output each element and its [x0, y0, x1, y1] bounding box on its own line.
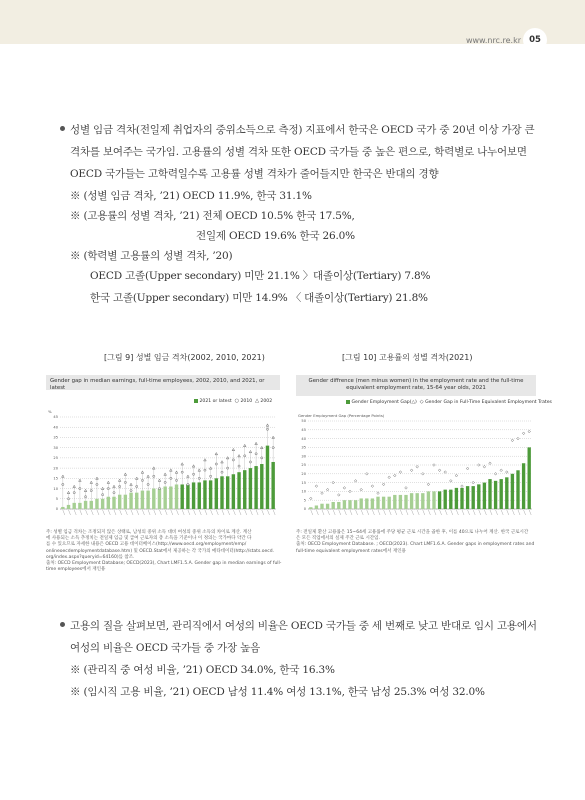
point-marker	[310, 497, 313, 500]
bar	[266, 446, 269, 509]
bar	[388, 497, 391, 509]
figure9-source-2: time employees에서 재인용	[46, 567, 106, 573]
category-tick	[250, 510, 252, 515]
category-tick	[395, 510, 397, 515]
bar	[393, 495, 396, 509]
figure10-header-line-1: Gender diffrence (men minus women) in the employment rate and the full-time	[308, 378, 524, 384]
point-marker	[422, 473, 425, 476]
category-tick	[361, 510, 363, 515]
para2-line-1: 고용의 질을 살펴보면, 관리직에서 여성의 비율은 OECD 국가들 중 세 번째로 낮고 반대로 임시 고용에서	[70, 620, 537, 632]
category-tick	[316, 510, 318, 515]
point-marker	[466, 467, 469, 470]
bullet	[60, 126, 65, 131]
category-tick	[267, 510, 269, 515]
category-tick	[378, 510, 380, 515]
y-tick-label: 45	[53, 415, 58, 420]
point-marker	[321, 492, 324, 495]
bar	[360, 498, 363, 509]
category-tick	[473, 510, 475, 515]
point-marker	[461, 485, 464, 488]
point-marker	[338, 494, 341, 497]
bar	[198, 482, 201, 509]
point-marker	[522, 432, 525, 435]
category-tick	[233, 510, 235, 515]
category-tick	[328, 510, 330, 515]
bar	[315, 505, 318, 509]
category-tick	[524, 510, 526, 515]
category-tick	[468, 510, 470, 515]
bar	[73, 503, 76, 509]
point-marker	[343, 487, 346, 490]
category-tick	[262, 510, 264, 515]
bar	[505, 477, 508, 509]
bar	[528, 447, 531, 509]
figure9-note-2: 에 사용되는 소득 추정치는 전일제 임금 및 급여 근로자의 총 소득을 기준이나 이 정의는 국가마다 약간 다	[46, 536, 252, 542]
category-tick	[479, 510, 481, 515]
category-tick	[148, 510, 150, 515]
figure10-note-1: 주: 전일제 환산 고용률은 15~64세 고용률에 주당 평균 근로 시간을 곱한 후, 이를 40으로 나누어 계산. 한국 근로시간	[296, 530, 529, 535]
category-tick	[445, 510, 447, 515]
point-marker	[405, 487, 408, 490]
para2-line-2: 여성의 비율은 OECD 국가들 중 가장 높음	[70, 642, 260, 654]
bar	[438, 491, 441, 509]
bar	[511, 474, 514, 509]
note-oecd-education: OECD 고졸(Upper secondary) 미만 21.1% 〉대졸이상(Tertiary) 7.8%	[90, 270, 431, 282]
point-marker	[433, 464, 436, 467]
figure9-chart	[46, 375, 280, 527]
bar	[226, 476, 229, 509]
point-marker	[366, 473, 369, 476]
bar	[343, 500, 346, 509]
point-marker	[377, 492, 380, 495]
category-tick	[322, 510, 324, 515]
y-tick-label: 10	[53, 486, 58, 491]
category-tick	[131, 510, 133, 515]
legend-2010: 2010	[240, 399, 253, 404]
category-tick	[273, 510, 275, 515]
y-tick-label: 5	[55, 496, 58, 501]
category-tick	[74, 510, 76, 515]
note-korea-education: 한국 고졸(Upper secondary) 미만 14.9% 〈 대졸이상(Tertiary) 21.8%	[90, 292, 428, 304]
bar	[107, 497, 110, 509]
category-tick	[344, 510, 346, 515]
category-tick	[194, 510, 196, 515]
category-tick	[228, 510, 230, 515]
category-tick	[501, 510, 503, 515]
bar	[522, 463, 525, 509]
bar	[260, 464, 263, 509]
point-marker	[332, 481, 335, 484]
category-tick	[69, 510, 71, 515]
bar	[382, 497, 385, 509]
point-marker	[360, 488, 363, 491]
category-tick	[451, 510, 453, 515]
category-tick	[177, 510, 179, 515]
bar	[135, 493, 138, 509]
point-marker	[506, 471, 509, 474]
point-marker	[450, 480, 453, 483]
bar	[460, 488, 463, 509]
category-tick	[171, 510, 173, 515]
category-tick	[529, 510, 531, 515]
bar	[337, 502, 340, 509]
bar	[494, 481, 497, 509]
figure10-notes	[296, 530, 546, 555]
category-tick	[356, 510, 358, 515]
category-tick	[216, 510, 218, 515]
category-tick	[333, 510, 335, 515]
y-tick-label: 30	[53, 445, 58, 450]
y-tick-label: 20	[301, 472, 306, 476]
category-tick	[400, 510, 402, 515]
y-tick-label: 40	[53, 425, 58, 430]
category-tick	[222, 510, 224, 515]
bar	[215, 478, 218, 509]
category-tick	[245, 510, 247, 515]
bar	[404, 495, 407, 509]
legend-fte-marker: ◇	[419, 399, 424, 405]
category-tick	[188, 510, 190, 515]
category-tick	[512, 510, 514, 515]
site-url[interactable]: www.nrc.re.kr	[465, 36, 521, 45]
y-tick-label: 35	[53, 435, 58, 440]
category-tick	[91, 510, 93, 515]
point-marker	[472, 481, 475, 484]
figure10-source-2: full-time equivalent employment rates에서 재인용	[296, 548, 406, 554]
note-temporary: ※ (임시직 고용 비율, ’21) OECD 남성 11.4% 여성 13.1%, 한국 남성 25.3% 여성 32.0%	[70, 686, 485, 698]
category-tick	[108, 510, 110, 515]
bar	[209, 480, 212, 509]
category-tick	[239, 510, 241, 515]
point-marker	[511, 439, 514, 442]
category-tick	[507, 510, 509, 515]
note-managers: ※ (관리직 중 여성 비율, ’21) OECD 34.0%, 한국 16.3%	[70, 664, 335, 676]
figure10-legend	[346, 399, 552, 405]
y-tick-label: 15	[53, 476, 58, 481]
note-wage-gap: ※ (성별 임금 격차, ’21) OECD 11.9%, 한국 31.1%	[70, 190, 312, 202]
figure9-title: [그림 9] 성별 임금 격차(2002, 2010, 2021)	[104, 353, 265, 362]
y-tick-label: 0	[55, 507, 58, 512]
category-tick	[484, 510, 486, 515]
bar	[432, 491, 435, 509]
y-tick-label: 50	[301, 419, 306, 424]
note-education-gap: ※ (학력별 고용률의 성별 격차, ’20)	[70, 250, 233, 262]
bar	[220, 476, 223, 509]
bar	[399, 495, 402, 509]
para1-line-1: 성별 임금 격차(전일제 취업자의 중위소득으로 측정) 지표에서 한국은 OECD 국가 중 20년 이상 가장 큰	[70, 124, 535, 136]
category-tick	[137, 510, 139, 515]
category-tick	[406, 510, 408, 515]
bar	[348, 500, 351, 509]
category-tick	[103, 510, 105, 515]
page-number: 05	[523, 28, 547, 52]
bar	[129, 493, 132, 509]
y-axis-label: %	[48, 409, 52, 414]
bar	[146, 491, 149, 509]
bar	[365, 498, 368, 509]
bar	[232, 474, 235, 509]
category-tick	[440, 510, 442, 515]
category-tick	[389, 510, 391, 515]
legend-fte-gap: Gender Gap in Full-Time Equivalent Employment Trates	[425, 400, 552, 405]
figure10-chart	[296, 375, 552, 527]
category-tick	[80, 510, 82, 515]
legend-2002-marker: △	[255, 398, 259, 404]
figure10-plot	[296, 409, 536, 527]
bar	[376, 497, 379, 509]
bar	[192, 482, 195, 509]
category-tick	[120, 510, 122, 515]
point-marker	[438, 469, 441, 472]
bar	[416, 493, 419, 509]
y-tick-label: 25	[53, 456, 58, 461]
bar	[444, 490, 447, 509]
bar	[309, 507, 312, 509]
point-marker	[444, 471, 447, 474]
para1-line-2: 격차를 보여주는 국가임. 고용률의 성별 격차 또한 OECD 국가들 중 높은 편으로, 학력별로 나누어보면	[70, 146, 527, 158]
y-tick-label: 40	[301, 436, 306, 441]
bar	[203, 480, 206, 509]
note-employment-gap: ※ (고용률의 성별 격차, ’21) 전체 OECD 10.5% 한국 17.5%,	[70, 210, 355, 222]
category-tick	[417, 510, 419, 515]
bar	[488, 479, 491, 509]
bar	[169, 487, 172, 509]
para1-line-3: OECD 국가들는 고학력일수록 고용률 성별 격차가 줄어들지만 한국은 반대의 경향	[70, 168, 439, 180]
y-tick-label: 10	[301, 489, 306, 494]
bar	[181, 484, 184, 509]
point-marker	[416, 465, 419, 468]
category-tick	[154, 510, 156, 515]
bar	[354, 500, 357, 509]
bar	[141, 491, 144, 509]
bar	[326, 504, 329, 509]
category-tick	[423, 510, 425, 515]
y-axis-label: Gender Employment Gap (Percentage Points)	[298, 413, 385, 418]
category-tick	[86, 510, 88, 515]
point-marker	[528, 430, 531, 433]
figure9-legend	[194, 398, 272, 404]
bar	[320, 504, 323, 509]
category-tick	[182, 510, 184, 515]
point-marker	[382, 483, 385, 486]
legend-swatch-2021	[194, 399, 198, 403]
point-marker	[494, 473, 497, 476]
category-tick	[462, 510, 464, 515]
legend-swatch-employment-gap	[346, 400, 350, 404]
bar	[421, 493, 424, 509]
category-tick	[125, 510, 127, 515]
category-tick	[63, 510, 65, 515]
y-tick-label: 35	[301, 445, 306, 450]
bar	[271, 462, 274, 509]
bar	[472, 486, 475, 509]
point-marker	[517, 437, 520, 440]
bar	[249, 468, 252, 509]
legend-2021: 2021 or latest	[199, 399, 232, 404]
bar	[118, 495, 121, 509]
bar	[449, 490, 452, 509]
category-tick	[428, 510, 430, 515]
y-tick-label: 0	[303, 507, 306, 512]
figure9-source-1: 출처: OECD Employment Database; OECD(2023), Chart LMF1.5.A. Gender gap in median earnings of full-	[46, 561, 282, 567]
category-tick	[412, 510, 414, 515]
bullet	[60, 622, 65, 627]
bar	[152, 489, 155, 509]
category-tick	[142, 510, 144, 515]
category-tick	[384, 510, 386, 515]
bar	[237, 472, 240, 509]
category-tick	[456, 510, 458, 515]
category-tick	[256, 510, 258, 515]
bar	[90, 501, 93, 509]
category-tick	[434, 510, 436, 515]
point-marker	[371, 485, 374, 488]
figure9-plot	[46, 409, 280, 527]
y-tick-label: 15	[301, 480, 306, 485]
point-marker	[349, 490, 352, 493]
point-marker	[478, 464, 481, 467]
y-tick-label: 30	[301, 454, 306, 459]
bar	[101, 499, 104, 509]
point-marker	[500, 469, 503, 472]
figure9-note-3: 를 수 있으므로 자세한 내용은 OECD 고용 데이터베이스(http://www.oecd.org/employment/emp/	[46, 542, 247, 548]
point-marker	[326, 488, 329, 491]
category-tick	[350, 510, 352, 515]
bar	[477, 484, 480, 509]
y-tick-label: 5	[303, 498, 306, 503]
category-tick	[372, 510, 374, 515]
figure9-note-4: onlineoecdemploymentdatabase.htm) 및 OECD.Stat에서 제공하는 각 국가의 메타데이터(http://stats.oecd.	[46, 548, 274, 554]
category-tick	[199, 510, 201, 515]
bar	[61, 507, 64, 509]
bar	[332, 502, 335, 509]
point-marker	[410, 469, 413, 472]
bar	[254, 466, 257, 509]
bar	[175, 484, 178, 509]
category-tick	[518, 510, 520, 515]
bar	[483, 483, 486, 509]
note-fulltime-gap: 전일제 OECD 19.6% 한국 26.0%	[196, 230, 355, 242]
bar	[67, 505, 70, 509]
point-marker	[394, 474, 397, 477]
category-tick	[159, 510, 161, 515]
point-marker	[455, 474, 458, 477]
bar	[466, 486, 469, 509]
category-tick	[211, 510, 213, 515]
bar	[516, 470, 519, 509]
bar	[455, 488, 458, 509]
bar	[243, 470, 246, 509]
category-tick	[490, 510, 492, 515]
figure10-chart-header	[296, 375, 536, 396]
y-tick-label: 20	[53, 466, 58, 471]
figure9-chart-header: Gender gap in median earnings, full-time employees, 2002, 2010, and 2021, or latest	[46, 375, 280, 390]
figure10-header-line-2: equivalent employment rate, 15-64 year olds, 2021	[346, 385, 486, 391]
figure10-source-1: 출처: OECD Employment Database. ; OECD(2023). Chart LMF1.6.A. Gender gaps in employment rates and	[296, 542, 535, 548]
bar	[500, 479, 503, 509]
bar	[95, 499, 98, 509]
bar	[112, 497, 115, 509]
bar	[163, 487, 166, 509]
category-tick	[367, 510, 369, 515]
bar	[371, 498, 374, 509]
category-tick	[311, 510, 313, 515]
figure10-title: [그림 10] 고용률의 성별 격차(2021)	[342, 353, 473, 362]
point-marker	[483, 465, 486, 468]
category-tick	[339, 510, 341, 515]
figure9-note-5: org/index.aspx?queryid=64160)를 참조.	[46, 554, 135, 560]
legend-2010-marker: ○	[234, 398, 239, 404]
bar	[427, 491, 430, 509]
point-marker	[354, 480, 357, 483]
bar	[186, 484, 189, 509]
figure9-note-1: 주: 성별 임금 격차는 조정되지 않은 상태로, 남성의 중위 소득 대비 여성의 중위 소득의 차이로 계산. 계산	[46, 530, 252, 535]
category-tick	[165, 510, 167, 515]
bar	[78, 503, 81, 509]
point-marker	[489, 462, 492, 465]
point-marker	[427, 483, 430, 486]
category-tick	[496, 510, 498, 515]
bar	[158, 489, 161, 509]
figure10-note-2: 은 모든 직업에서의 실제 주간 근로 시간임.	[296, 536, 380, 542]
y-tick-label: 45	[301, 428, 306, 432]
point-marker	[315, 485, 318, 488]
figure9-notes	[46, 530, 286, 573]
y-tick-label: 25	[301, 463, 306, 468]
category-tick	[114, 510, 116, 515]
bar	[124, 495, 127, 509]
point-marker	[388, 476, 391, 479]
legend-2002: 2002	[260, 399, 273, 404]
bar	[410, 493, 413, 509]
category-tick	[205, 510, 207, 515]
point-marker	[399, 471, 402, 474]
legend-employment-gap: Gender Employment Gap(△)	[351, 400, 417, 405]
bar	[84, 501, 87, 509]
category-tick	[97, 510, 99, 515]
